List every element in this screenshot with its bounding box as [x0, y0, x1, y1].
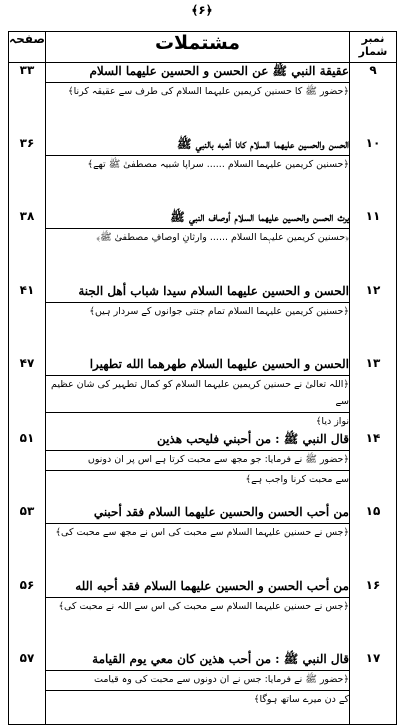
entry-urdu-translation: ﴿جس نے حسنین علیہما السلام سے محبت کی اس سے اللہ نے محبت کی﴾ — [58, 600, 349, 612]
contents-table — [8, 31, 397, 725]
entry-arabic-title: الحسن و الحسين عليهما السلام طهرهما الله تطهيرا — [46, 356, 349, 376]
entry-title-cell — [46, 578, 350, 651]
table-row — [9, 356, 397, 430]
entry-urdu-translation: ﴿حسنین کریمین علیہما السلام ...... سراپا شبیہ مصطفیٰ ﷺ تھے﴾ — [87, 158, 349, 170]
entry-page-number: ۵۷ — [9, 651, 46, 725]
entry-page-number: ۴۱ — [9, 283, 46, 356]
entry-serial-number: ۱۱ — [350, 209, 397, 282]
entry-page-number: ۳۳ — [9, 63, 46, 136]
entry-title-cell — [46, 283, 350, 356]
entry-serial-number: ۱۴ — [350, 431, 397, 504]
contents-body — [9, 63, 397, 725]
table-header-row — [9, 32, 397, 63]
serial-column-header: نمبر شمار — [350, 32, 397, 63]
entry-title-cell — [46, 651, 350, 725]
entry-serial-number: ۱۲ — [350, 283, 397, 356]
entry-urdu-translation: ﴿حضور ﷺ نے فرمایا: جس نے ان دونوں سے محبت کی وہ قیامت — [46, 671, 349, 691]
entry-arabic-title: من أحب الحسن والحسين عليهما السلام فقد أحبني — [46, 504, 349, 524]
table-row — [9, 431, 397, 504]
table-row — [9, 136, 397, 209]
entry-page-number: ۳۸ — [9, 209, 46, 282]
entry-arabic-title: عقيقة النبي ﷺ عن الحسن و الحسين عليهما السلام — [46, 63, 349, 83]
entry-title-cell — [46, 431, 350, 504]
entry-arabic-title: يرث الحسن والحسين عليهما السلام أوصاف النبي ﷺ — [46, 209, 349, 229]
entry-title-cell — [46, 63, 350, 136]
entry-urdu-translation: ﴿حسنین کریمین علیہما السلام تمام جنتی جوانوں کے سردار ہیں﴾ — [89, 305, 349, 317]
entry-urdu-translation: ﴿حضور ﷺ کا حسنین کریمین علیہما السلام کی طرف سے عقیقہ کرنا﴾ — [68, 86, 349, 97]
entry-urdu-translation: ﴿حسنین کریمین علیہما السلام ...... وارثانِ اوصافِ مصطفیٰ ﷺ﴾ — [96, 232, 349, 244]
entry-title-cell — [46, 209, 350, 282]
entry-serial-number: ۱۰ — [350, 136, 397, 209]
entry-title-cell — [46, 136, 350, 209]
contents-title: مشتملات — [46, 32, 350, 63]
entry-page-number: ۵۳ — [9, 504, 46, 577]
entry-title-cell — [46, 504, 350, 577]
entry-arabic-title: من أحب الحسن و الحسين عليهما السلام فقد أحبه الله — [46, 578, 349, 598]
entry-page-number: ۳۶ — [9, 136, 46, 209]
entry-serial-number: ۹ — [350, 63, 397, 136]
entry-arabic-title: الحسن والحسين عليهما السلام كانا أشبه بالنبي ﷺ — [46, 136, 349, 156]
table-row — [9, 209, 397, 282]
page-column-header: صفحہ — [9, 32, 46, 63]
page-number: ﴾۶﴿ — [191, 3, 213, 17]
entry-page-number: ۵۶ — [9, 578, 46, 651]
entry-arabic-title: قال النبي ﷺ : من أحبني فليحب هذين — [46, 431, 349, 451]
entry-serial-number: ۱۵ — [350, 504, 397, 577]
entry-urdu-translation: ﴿اللہ تعالیٰ نے حسنین کریمین علیہما السلام کو کمال تطہیر کی شان عظیم سے — [46, 376, 349, 413]
table-row — [9, 504, 397, 577]
entry-serial-number: ۱۶ — [350, 578, 397, 651]
entry-page-number: ۴۷ — [9, 356, 46, 430]
table-row — [9, 283, 397, 356]
entry-arabic-title: الحسن و الحسين عليهما السلام سيدا شباب أهل الجنة — [46, 283, 349, 303]
entry-urdu-translation: ﴿جس نے حسنین علیہما السلام سے محبت کی اس نے مجھ سے محبت کی﴾ — [55, 527, 349, 539]
entry-serial-number: ۱۷ — [350, 651, 397, 725]
entry-urdu-translation: ﴿حضور ﷺ نے فرمایا: جو مجھ سے محبت کرتا ہے اس پر ان دونوں — [46, 451, 349, 471]
table-row — [9, 578, 397, 651]
entry-page-number: ۵۱ — [9, 431, 46, 504]
entry-urdu-translation: نواز دیا﴾ — [315, 416, 349, 428]
entry-arabic-title: قال النبي ﷺ : من أحب هذين كان معي يوم القيامة — [46, 651, 349, 671]
entry-title-cell — [46, 356, 350, 430]
table-row — [9, 651, 397, 725]
table-row — [9, 63, 397, 136]
entry-urdu-translation: کے دن میرے ساتھ ہوگا﴾ — [253, 694, 349, 705]
entry-serial-number: ۱۳ — [350, 356, 397, 430]
entry-urdu-translation: سے محبت کرنا واجب ہے﴾ — [245, 473, 349, 485]
